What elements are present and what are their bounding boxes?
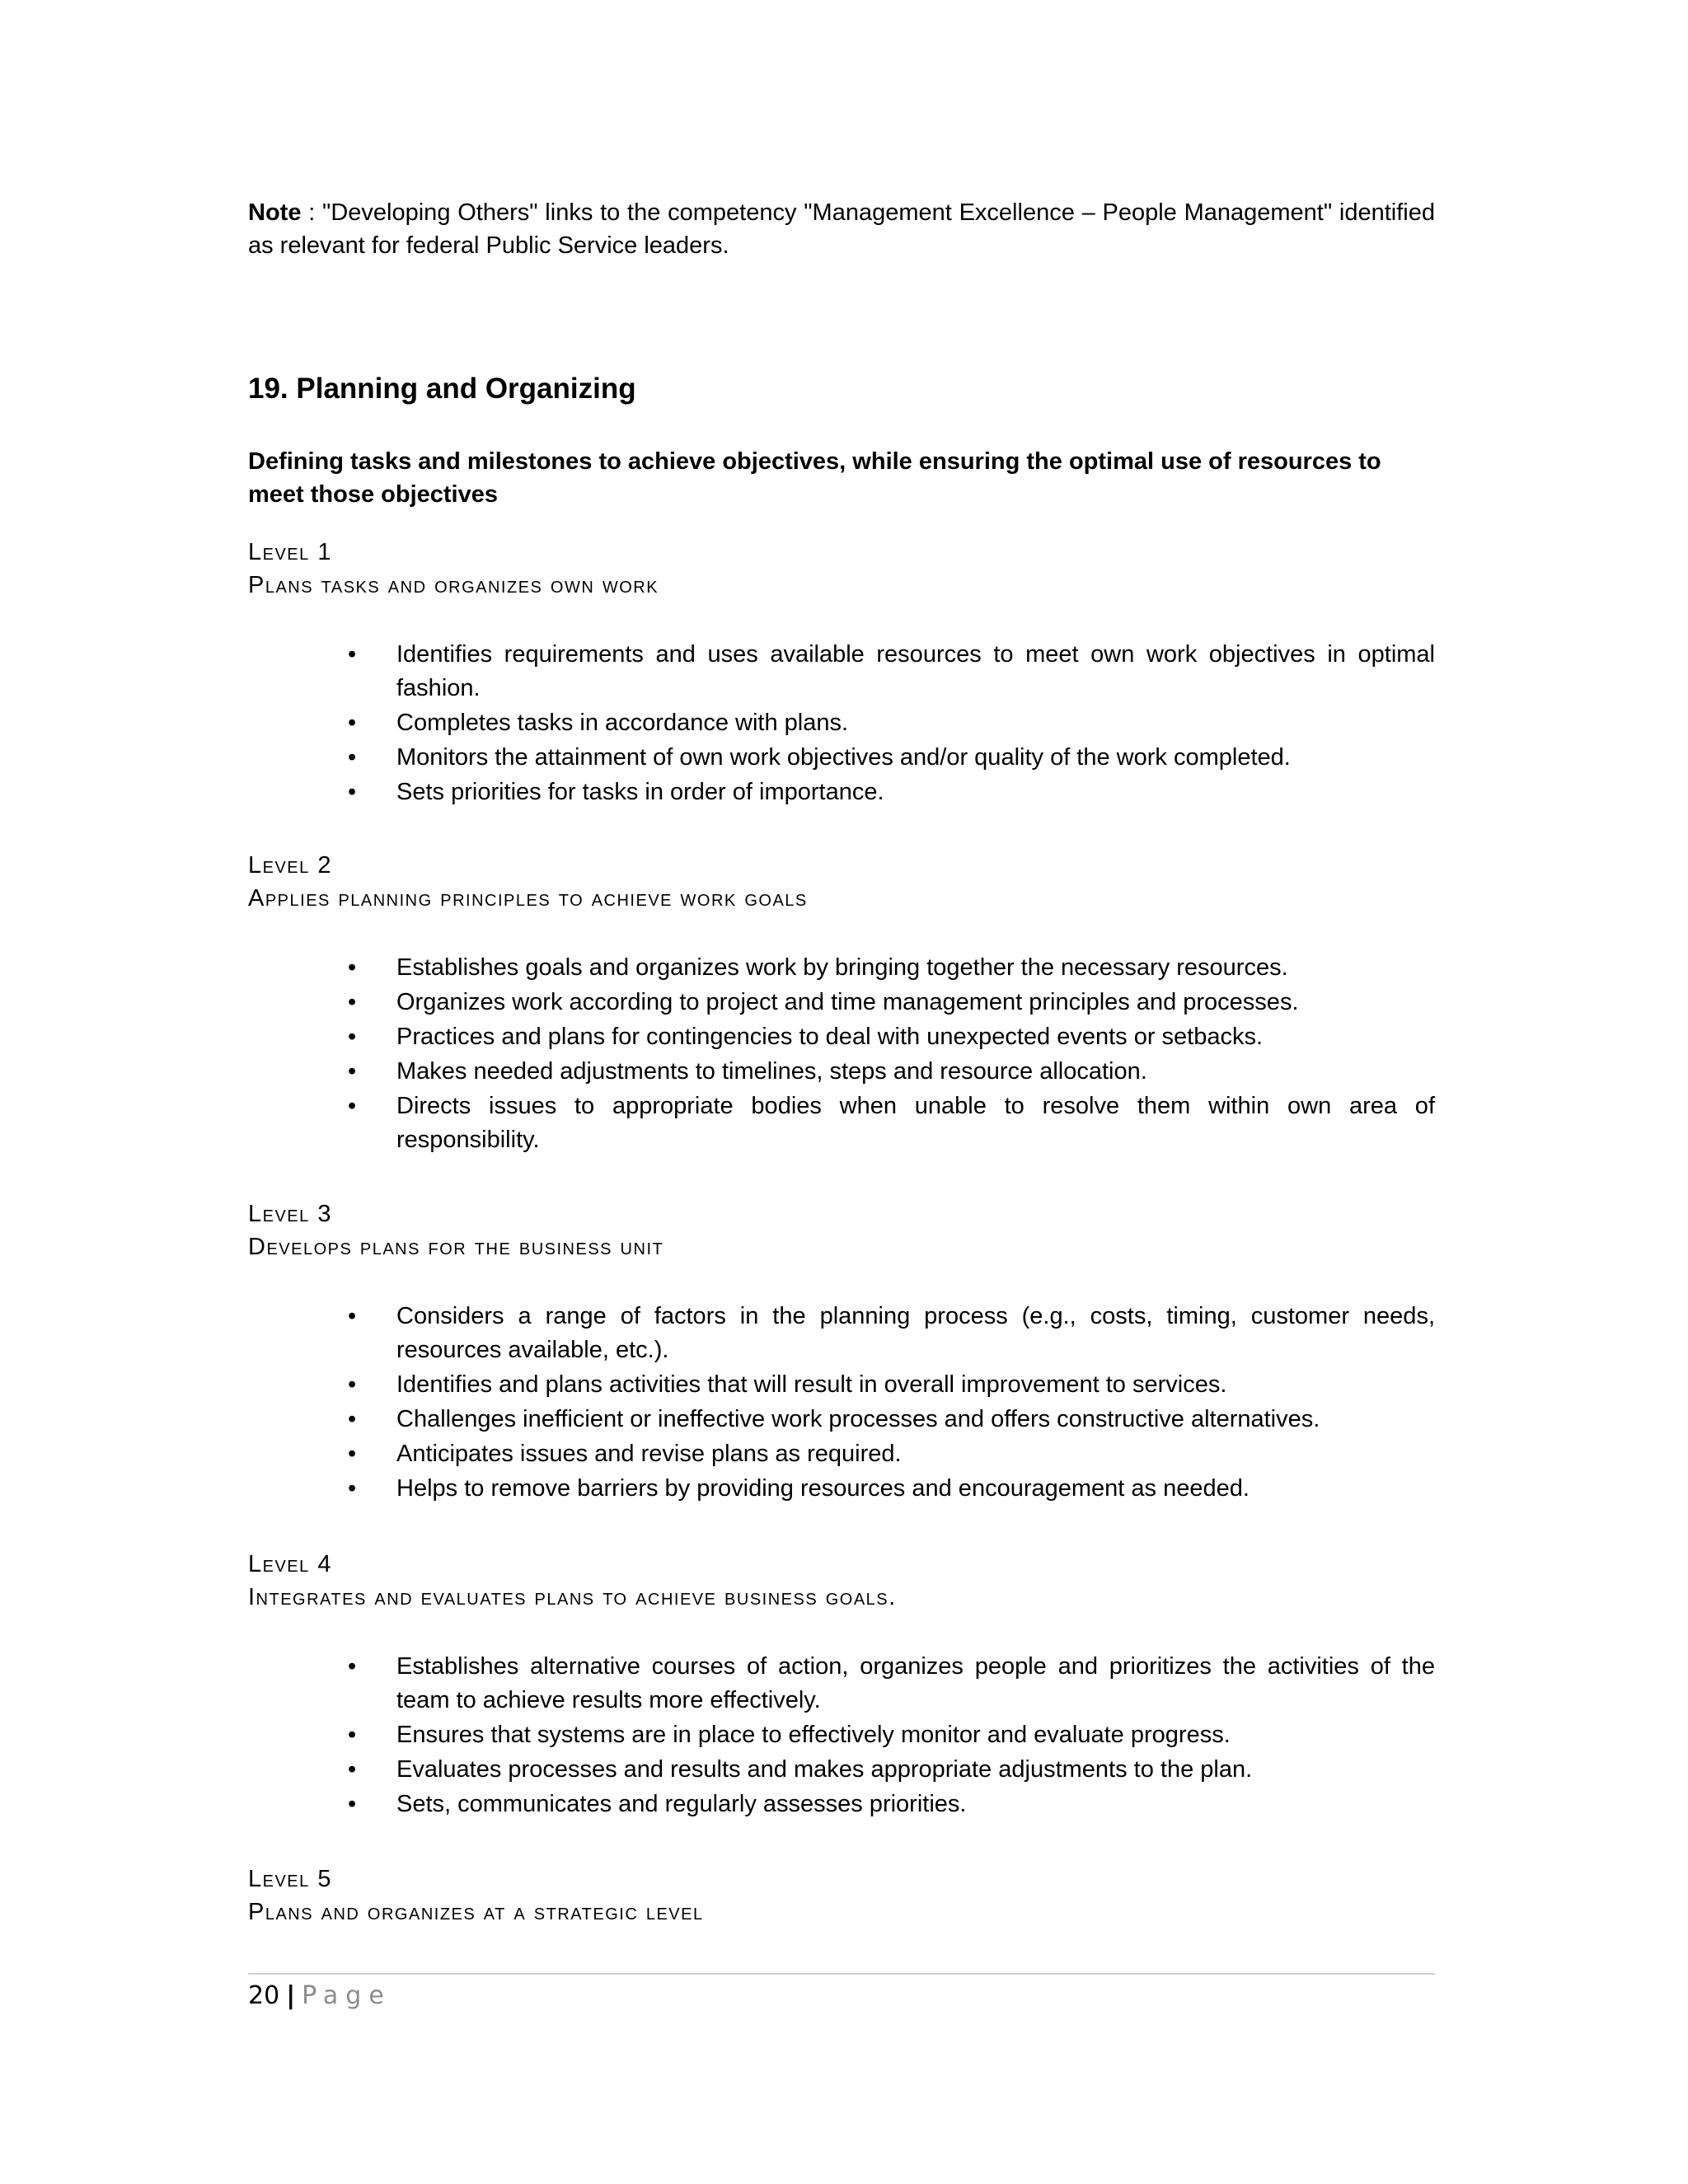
bullet-icon: • [348,1721,357,1748]
section-definition: Defining tasks and milestones to achieve objectives, while ensuring the optimal use of resources to meet those objectives [248,448,1381,508]
list-item [248,1403,1435,1436]
list-item-text: Completes tasks in accordance with plans. [396,709,849,736]
footer-separator: | [286,1981,296,2010]
level-subtitle: Applies planning principles to achieve work goals [248,885,808,912]
list-item [248,1368,1435,1402]
list-item-text: Sets priorities for tasks in order of importance. [396,778,884,805]
list-item-text: Identifies requirements and uses available resources to meet own work objectives in optimal fashion. [396,641,1435,701]
note-label: Note [248,199,302,226]
list-item [248,1753,1435,1787]
bullet-icon: • [348,954,357,981]
list-item-text: Makes needed adjustments to timelines, steps and resource allocation. [396,1058,1147,1085]
list-item-text: Practices and plans for contingencies to deal with unexpected events or setbacks. [396,1024,1264,1050]
list-item-text: Considers a range of factors in the planning process (e.g., costs, timing, customer needs, resources available, etc.). [396,1303,1435,1363]
note-paragraph [248,196,1435,262]
level-3-block [248,1197,1435,1507]
level-1-block [248,536,1435,810]
level-heading: Level 2 [248,852,332,879]
list-item [248,1788,1435,1821]
list-item [248,986,1435,1019]
list-item-text: Challenges inefficient or ineffective work processes and offers constructive alternatives. [396,1405,1320,1432]
list-item-text: Anticipates issues and revise plans as required. [396,1440,902,1467]
level-heading: Level 4 [248,1551,332,1577]
list-item-text: Helps to remove barriers by providing resources and encouragement as needed. [396,1474,1250,1502]
bullet-icon: • [348,1371,357,1398]
bullet-icon: • [348,743,357,771]
page-label: Page [302,1981,392,2010]
list-item [248,1090,1435,1156]
level-1-bullets [248,638,1435,808]
bullet-icon: • [348,1405,357,1432]
list-item [248,1055,1435,1089]
bullet-icon: • [348,1790,357,1817]
list-item-text: Organizes work according to project and time management principles and processes. [396,989,1299,1015]
page-content [248,196,1435,1925]
list-item [248,706,1435,740]
list-item [248,1300,1435,1366]
level-4-block [248,1548,1435,1822]
list-item [248,741,1435,775]
level-subtitle: Plans tasks and organizes own work [248,572,659,598]
footer-divider [248,1973,1435,1975]
level-4-bullets [248,1650,1435,1821]
list-item [248,1472,1435,1506]
bullet-icon: • [348,641,357,668]
bullet-icon: • [348,1755,357,1783]
list-item-text: Establishes alternative courses of action, organizes people and prioritizes the activities of the team to achieve results more effectively. [396,1653,1435,1713]
list-item [248,1020,1435,1054]
level-heading: Level 3 [248,1201,332,1227]
list-item-text: Ensures that systems are in place to effectively monitor and evaluate progress. [396,1721,1231,1748]
page-footer [248,1980,392,2013]
bullet-icon: • [348,1474,357,1502]
list-item-text: Evaluates processes and results and makes appropriate adjustments to the plan. [396,1755,1253,1783]
list-item-text: Monitors the attainment of own work objectives and/or quality of the work completed. [396,743,1291,771]
bullet-icon: • [348,1024,357,1050]
bullet-icon: • [348,1303,357,1329]
list-item [248,1718,1435,1752]
level-2-bullets [248,951,1435,1156]
level-5-block [248,1863,1435,1929]
level-heading: Level 5 [248,1866,332,1892]
bullet-icon: • [348,1440,357,1467]
list-item-text: Sets, communicates and regularly assesses priorities. [396,1790,967,1817]
bullet-icon: • [348,1653,357,1680]
list-item [248,1437,1435,1471]
level-2-block [248,849,1435,1158]
level-subtitle: Develops plans for the business unit [248,1234,664,1260]
list-item [248,638,1435,705]
list-item [248,776,1435,809]
bullet-icon: • [348,709,357,736]
level-heading: Level 1 [248,539,332,565]
list-item [248,951,1435,985]
level-subtitle: Integrates and evaluates plans to achieve business goals. [248,1584,897,1610]
page-number: 20 [248,1981,280,2010]
bullet-icon: • [348,1058,357,1085]
list-item [248,1650,1435,1717]
list-item-text: Identifies and plans activities that will result in overall improvement to services. [396,1371,1227,1398]
list-item-text: Establishes goals and organizes work by bringing together the necessary resources. [396,954,1288,981]
bullet-icon: • [348,1093,357,1119]
note-text: : "Developing Others" links to the competency "Management Excellence – People Management" identified as relevant for federal Public Service leaders. [248,199,1435,259]
level-subtitle: Plans and organizes at a strategic level [248,1899,704,1925]
level-3-bullets [248,1300,1435,1505]
section-title: 19. Planning and Organizing [248,373,636,405]
bullet-icon: • [348,989,357,1015]
list-item-text: Directs issues to appropriate bodies when unable to resolve them within own area of responsibility. [396,1093,1435,1153]
bullet-icon: • [348,778,357,805]
